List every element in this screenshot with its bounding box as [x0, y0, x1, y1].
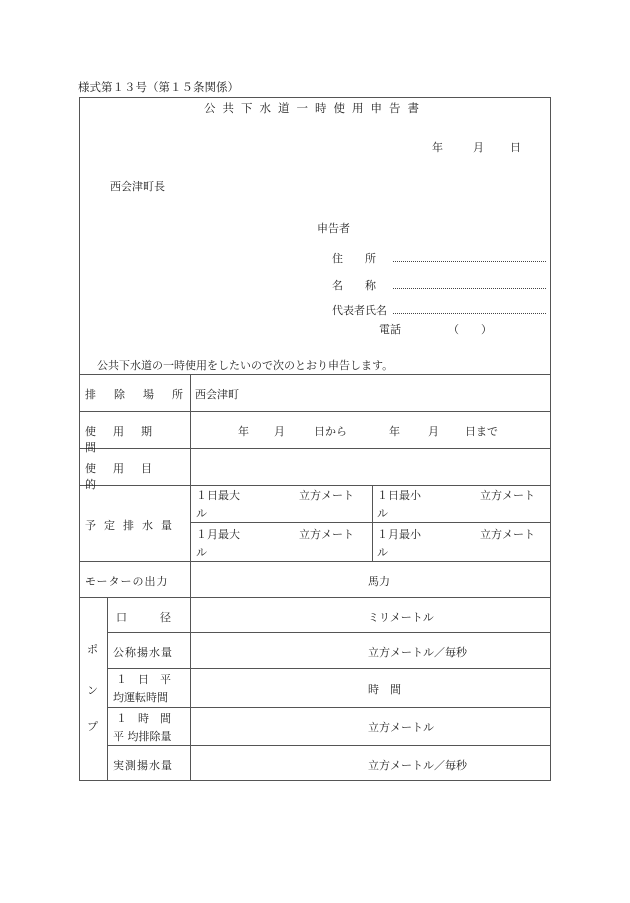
column-divider: [190, 374, 191, 781]
period-label: 使用期間: [85, 425, 169, 454]
month-max-label: １月最大: [196, 528, 240, 541]
column-divider: [107, 597, 108, 781]
measured-label: 実測揚水量: [113, 759, 173, 772]
motor-unit: 馬力: [368, 575, 390, 588]
daily-avg-label-line2: 均運転時間: [113, 691, 168, 704]
column-divider: [372, 485, 373, 561]
declarant-heading: 申告者: [317, 222, 350, 235]
pump-label-char: プ: [87, 720, 98, 733]
row-divider: [79, 374, 551, 375]
day-min-unit-tail: ル: [377, 507, 388, 520]
day-min-label: １日最小: [377, 489, 421, 502]
name-label: 名 称: [332, 279, 376, 292]
form-number-label: 様式第１３号（第１５条関係）: [78, 80, 239, 94]
form-title: 公共下水道一時使用申告書: [204, 101, 426, 115]
day-max-unit-tail: ル: [196, 507, 207, 520]
row-divider: [107, 745, 551, 746]
period-year-until[interactable]: 年: [389, 425, 400, 438]
nominal-label: 公称揚水量: [113, 646, 173, 659]
date-day: 日: [510, 141, 521, 154]
purpose-value[interactable]: [195, 452, 545, 480]
address-field[interactable]: [393, 261, 546, 262]
date-year: 年: [432, 141, 443, 154]
measured-unit: 立方メートル／毎秒: [368, 759, 467, 772]
row-divider: [107, 668, 551, 669]
month-max-unit: 立方メート: [299, 528, 354, 541]
caliber-unit: ミリメートル: [368, 611, 434, 624]
nominal-unit: 立方メートル／毎秒: [368, 646, 467, 659]
hourly-avg-label-line1: １ 時 間: [116, 712, 171, 725]
hourly-avg-unit: 立方メートル: [368, 721, 434, 734]
daily-avg-unit: 時 間: [368, 683, 401, 696]
purpose-label: 使用目的: [85, 462, 169, 491]
date-month: 月: [473, 141, 484, 154]
row-divider: [107, 707, 551, 708]
name-field[interactable]: [393, 288, 546, 289]
location-label-char: 場: [143, 388, 154, 401]
statement: 公共下水道の一時使用をしたいので次のとおり申告します。: [97, 359, 394, 372]
month-max-unit-tail: ル: [196, 546, 207, 559]
location-label-char: 排: [85, 388, 96, 401]
period-month-until[interactable]: 月: [428, 425, 439, 438]
motor-label: モーターの出力: [85, 575, 169, 588]
location-label-char: 所: [172, 388, 183, 401]
location-label-char: 除: [114, 388, 125, 401]
period-month-from[interactable]: 月: [274, 425, 285, 438]
pump-label-char: ン: [87, 684, 98, 697]
month-min-unit: 立方メート: [480, 528, 535, 541]
day-max-unit: 立方メート: [299, 489, 354, 502]
daily-avg-label-line1: １ 日 平: [116, 673, 171, 686]
location-value[interactable]: 西会津町: [195, 388, 239, 401]
pump-label-char: ポ: [87, 643, 98, 656]
row-divider: [79, 597, 551, 598]
phone-field[interactable]: （ ）: [448, 323, 492, 336]
hourly-avg-label-line2: 平 均排除量: [113, 730, 172, 743]
period-day-from[interactable]: 日から: [314, 425, 347, 438]
discharge-label: 予定排水量: [85, 519, 180, 532]
row-divider: [79, 561, 551, 562]
representative-label: 代表者氏名: [332, 304, 387, 317]
address-label: 住 所: [332, 252, 376, 265]
period-day-until[interactable]: 日まで: [465, 425, 498, 438]
month-min-unit-tail: ル: [377, 546, 388, 559]
row-divider: [107, 632, 551, 633]
row-divider: [79, 411, 551, 412]
location-label: [85, 386, 183, 402]
caliber-label: 口 径: [116, 611, 171, 624]
row-divider: [190, 522, 551, 523]
month-min-label: １月最小: [377, 528, 421, 541]
period-year-from[interactable]: 年: [238, 425, 249, 438]
phone-label: 電話: [379, 323, 401, 336]
representative-field[interactable]: [393, 313, 546, 314]
day-min-unit: 立方メート: [480, 489, 535, 502]
day-max-label: １日最大: [196, 489, 240, 502]
addressee: 西会津町長: [110, 180, 165, 193]
